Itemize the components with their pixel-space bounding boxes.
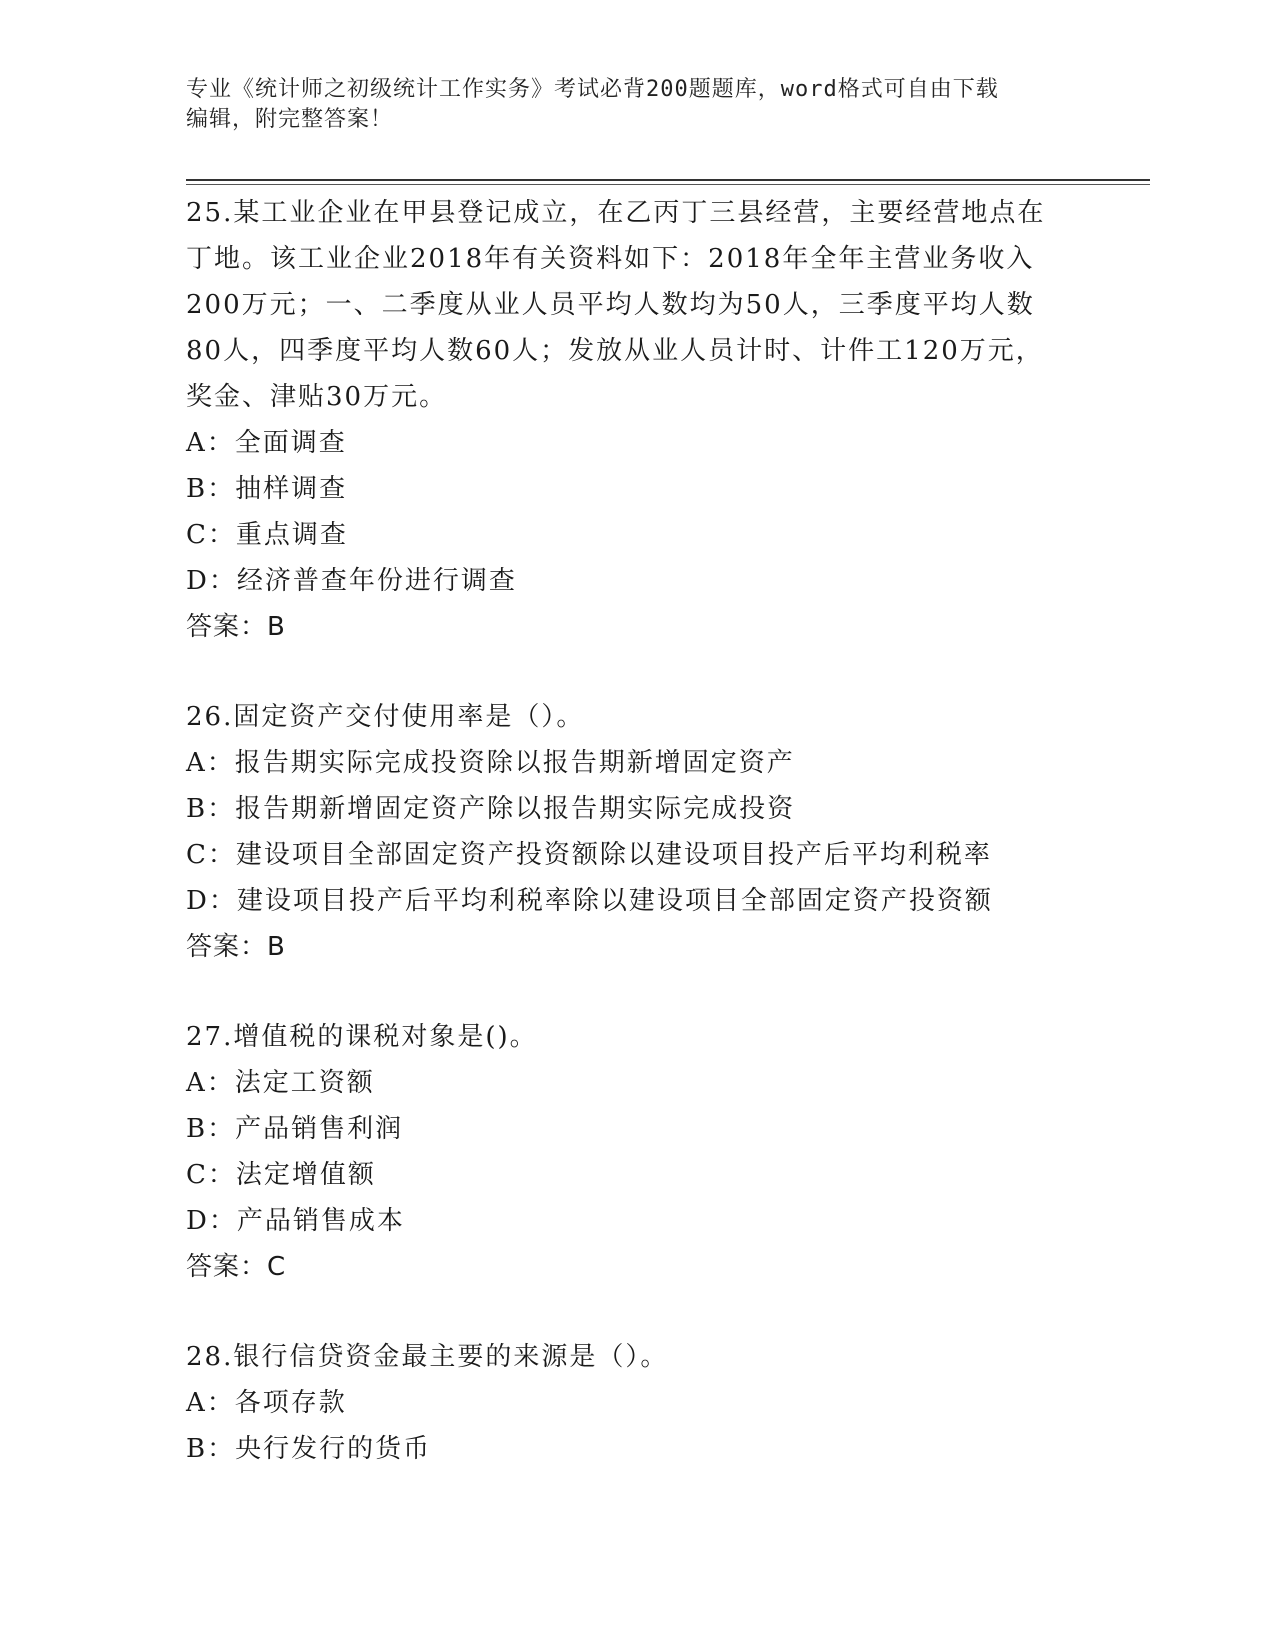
question-stem-line: 28.银行信贷资金最主要的来源是（）。 xyxy=(186,1342,669,1372)
question-stem-line: 25.某工业企业在甲县登记成立，在乙丙丁三县经营，主要经营地点在 xyxy=(186,198,1046,228)
question-28 xyxy=(186,1334,1086,1472)
question-stem-line: 27.增值税的课税对象是()。 xyxy=(186,1022,538,1052)
option-b: B：央行发行的货币 xyxy=(186,1434,432,1464)
header-divider-thick xyxy=(186,179,1150,181)
header-line-2: 编辑，附完整答案！ xyxy=(186,107,394,132)
question-stem-line: 200万元；一、二季度从业人员平均人数均为50人，三季度平均人数 xyxy=(186,290,1035,320)
answer-line: 答案：C xyxy=(186,1252,287,1282)
header-line-1: 专业《统计师之初级统计工作实务》考试必背200题题库，word格式可自由下载 xyxy=(186,77,999,102)
document-header xyxy=(186,75,1066,135)
question-stem-line: 奖金、津贴30万元。 xyxy=(186,382,448,412)
option-d: D：产品销售成本 xyxy=(186,1206,405,1236)
question-stem-line: 26.固定资产交付使用率是（）。 xyxy=(186,702,585,732)
question-spacer xyxy=(186,970,1086,1014)
option-d: D：建设项目投产后平均利税率除以建设项目全部固定资产投资额 xyxy=(186,886,993,916)
option-a: A：法定工资额 xyxy=(186,1068,375,1098)
answer-line: 答案：B xyxy=(186,932,286,962)
question-list xyxy=(186,190,1086,1472)
option-c: C：法定增值额 xyxy=(186,1160,376,1190)
option-d: D：经济普查年份进行调查 xyxy=(186,566,517,596)
option-c: C：重点调查 xyxy=(186,520,348,550)
answer-line: 答案：B xyxy=(186,612,286,642)
question-26 xyxy=(186,694,1086,970)
option-a: A：全面调查 xyxy=(186,428,347,458)
option-c: C：建设项目全部固定资产投资额除以建设项目投产后平均利税率 xyxy=(186,840,992,870)
option-b: B：报告期新增固定资产除以报告期实际完成投资 xyxy=(186,794,796,824)
question-25 xyxy=(186,190,1086,650)
option-b: B：产品销售利润 xyxy=(186,1114,404,1144)
question-stem-line: 丁地。该工业企业2018年有关资料如下：2018年全年主营业务收入 xyxy=(186,244,1035,274)
question-27 xyxy=(186,1014,1086,1290)
question-spacer xyxy=(186,650,1086,694)
option-a: A：报告期实际完成投资除以报告期新增固定资产 xyxy=(186,748,795,778)
question-spacer xyxy=(186,1290,1086,1334)
option-a: A：各项存款 xyxy=(186,1388,347,1418)
option-b: B：抽样调查 xyxy=(186,474,348,504)
question-stem-line: 80人，四季度平均人数60人；发放从业人员计时、计件工120万元， xyxy=(186,336,1044,366)
header-divider-thin xyxy=(186,184,1150,185)
